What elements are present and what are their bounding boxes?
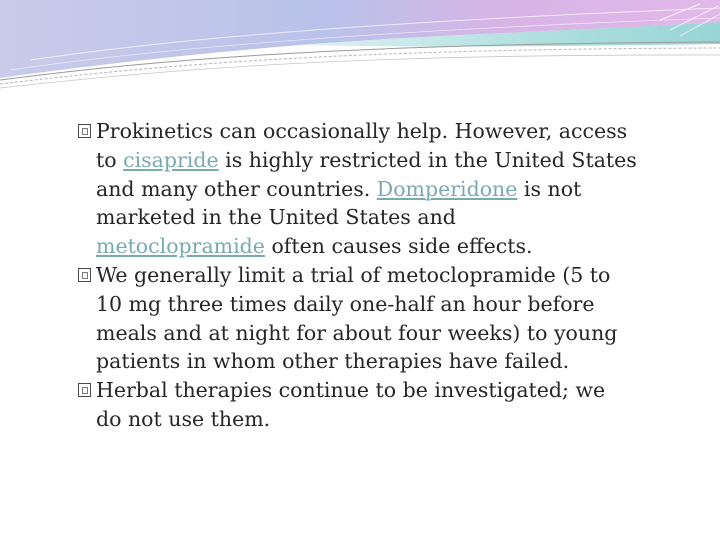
bullet-paragraph bbox=[78, 261, 688, 376]
text-segment: to bbox=[96, 147, 124, 172]
bullet-paragraph bbox=[78, 376, 688, 434]
text-segment: do not use them. bbox=[96, 406, 271, 431]
text-segment: patients in whom other therapies have failed. bbox=[96, 349, 570, 374]
term-link[interactable]: Domperidone bbox=[376, 176, 518, 201]
text-line bbox=[96, 232, 688, 261]
text-line bbox=[96, 117, 688, 146]
text-line bbox=[96, 290, 688, 319]
text-segment: meals and at night for about four weeks) to young bbox=[96, 320, 618, 345]
text-segment: often causes side effects. bbox=[264, 234, 533, 259]
square-bullet-icon bbox=[78, 383, 91, 397]
bullet-paragraph bbox=[78, 117, 688, 261]
text-segment: We generally limit a trial of metoclopramide (5 to bbox=[96, 262, 611, 287]
header-decoration bbox=[0, 0, 720, 95]
text-segment: Prokinetics can occasionally help. However, access bbox=[96, 119, 628, 143]
text-line bbox=[96, 376, 688, 405]
text-line bbox=[96, 347, 688, 376]
text-line bbox=[96, 261, 688, 290]
text-segment: Herbal therapies continue to be investigated; we bbox=[96, 378, 606, 403]
term-link[interactable]: metoclopramide bbox=[96, 234, 265, 259]
square-bullet-icon bbox=[78, 268, 91, 282]
text-segment: 10 mg three times daily one-half an hour before bbox=[96, 291, 595, 316]
text-line bbox=[96, 203, 688, 232]
text-line bbox=[96, 319, 688, 348]
text-segment: is highly restricted in the United States bbox=[218, 147, 637, 172]
text-line bbox=[96, 405, 688, 434]
text-line bbox=[96, 146, 688, 175]
square-bullet-icon bbox=[78, 124, 91, 138]
text-line bbox=[96, 175, 688, 204]
term-link[interactable]: cisapride bbox=[123, 147, 219, 172]
text-segment: is not bbox=[517, 176, 582, 201]
text-segment: marketed in the United States and bbox=[96, 205, 456, 230]
text-segment: and many other countries. bbox=[96, 176, 377, 201]
bullet-list bbox=[78, 117, 688, 434]
